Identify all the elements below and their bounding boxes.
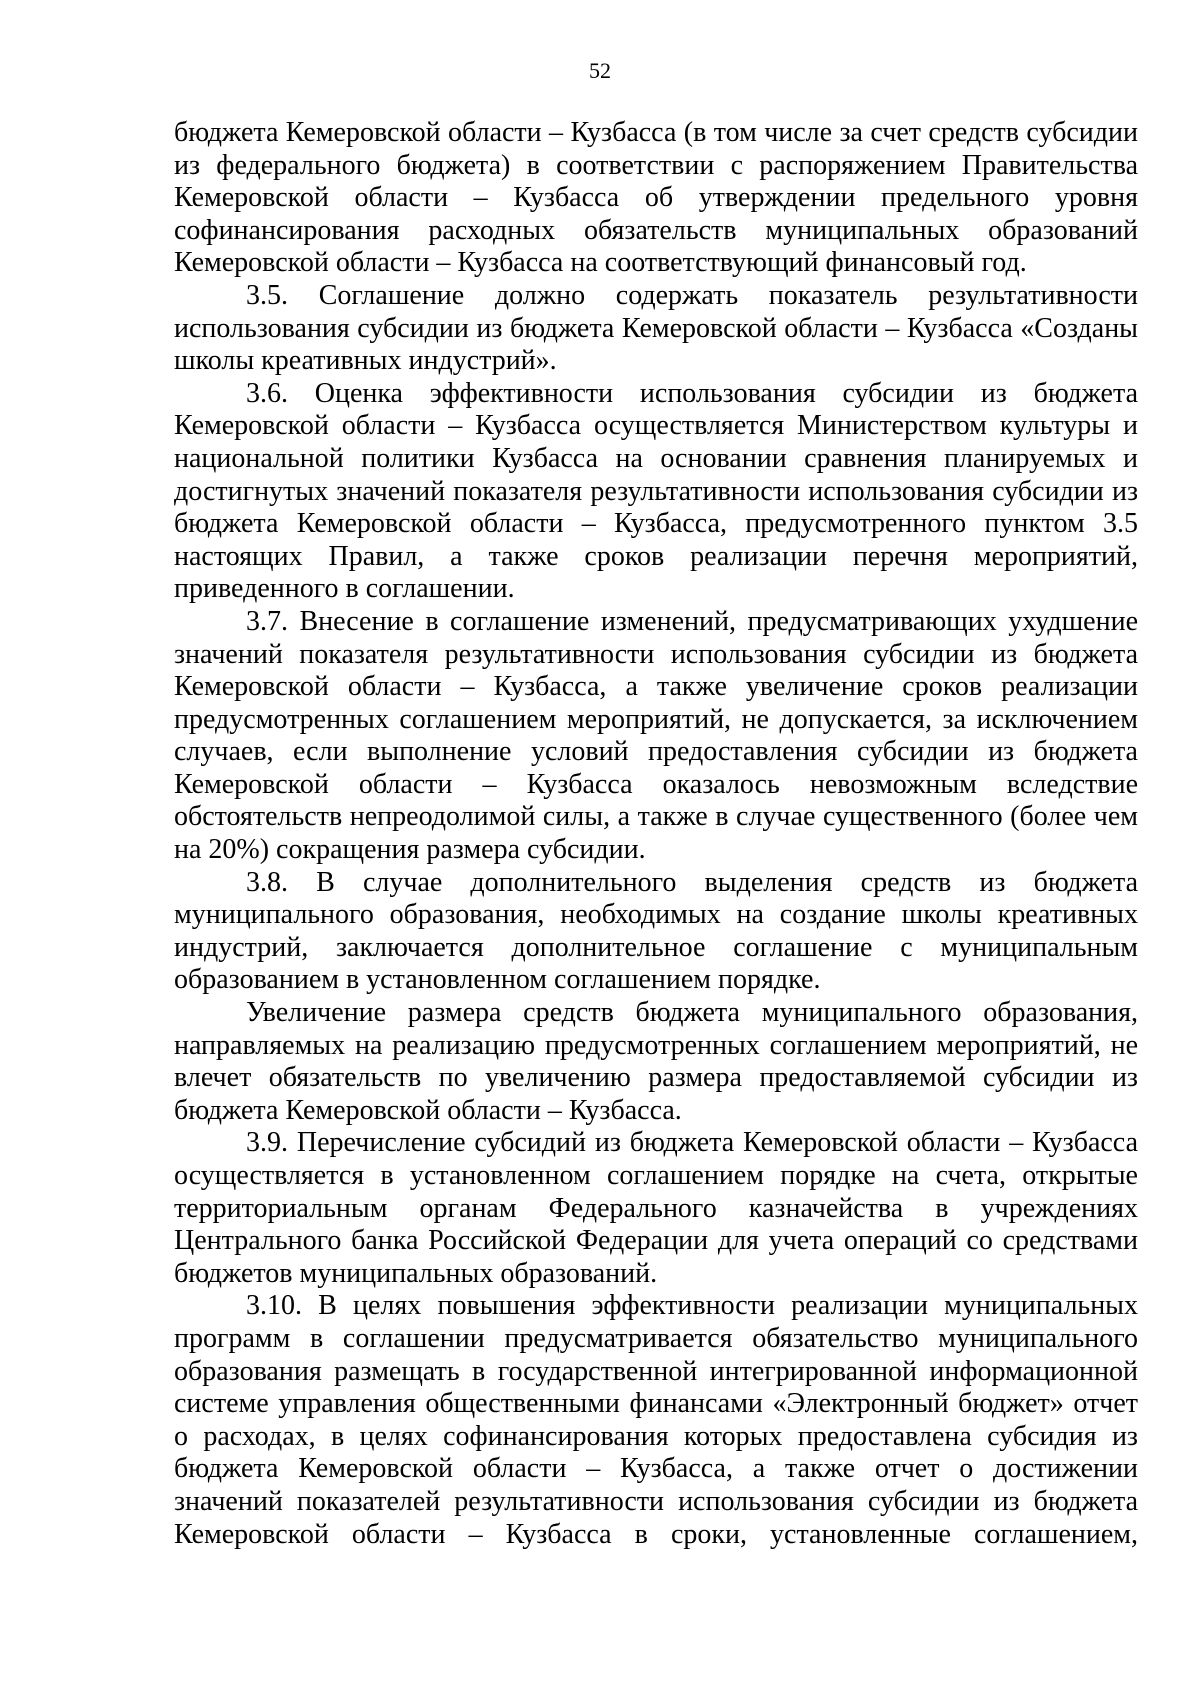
paragraph-3-7: 3.7. Внесение в соглашение изменений, предусматривающих ухудшение значений показателя результативности использования субсидии из бюджета Кемеровской области – Кузбасса, а также увеличение сроков реализации предусмотренных соглашением мероприятий, не допускается, за исключением случаев, если выполнение условий предоставления субсидии из бюджета Кемеровской области – Кузбасса оказалось невозможным вследствие обстоятельств непреодолимой силы, а также в случае существенного (более чем на 20%) сокращения размера субсидии. xyxy=(174,605,1138,866)
paragraph-3-6: 3.6. Оценка эффективности использования субсидии из бюджета Кемеровской области – Кузбасса осуществляется Министерством культуры и национальной политики Кузбасса на основании сравнения планируемых и достигнутых значений показателя результативности использования субсидии из бюджета Кемеровской области – Кузбасса, предусмотренного пунктом 3.5 настоящих Правил, а также сроков реализации перечня мероприятий, приведенного в соглашении. xyxy=(174,377,1138,605)
paragraph-3-8-addendum: Увеличение размера средств бюджета муниципального образования, направляемых на реализацию предусмотренных соглашением мероприятий, не влечет обязательств по увеличению размера предоставляемой субсидии из бюджета Кемеровской области – Кузбасса. xyxy=(174,997,1138,1126)
page-number: 52 xyxy=(589,58,611,83)
document-body xyxy=(174,117,1138,1551)
paragraph-3-10: 3.10. В целях повышения эффективности реализации муниципальных программ в соглашении предусматривается обязательство муниципального образования размещать в государственной интегрированной информационной системе управления общественными финансами «Электронный бюджет» отчет о расходах, в целях софинансирования которых предоставлена субсидия из бюджета Кемеровской области – Кузбасса, а также отчет о достижении значений показателей результативности использования субсидии из бюджета Кемеровской области – Кузбасса в сроки, установленные соглашением, xyxy=(174,1290,1138,1550)
paragraph-continuation: бюджета Кемеровской области – Кузбасса (в том числе за счет средств субсидии из федерального бюджета) в соответствии с распоряжением Правительства Кемеровской области – Кузбасса об утверждении предельного уровня софинансирования расходных обязательств муниципальных образований Кемеровской области – Кузбасса на соответствующий финансовый год. xyxy=(174,117,1138,279)
paragraph-3-8: 3.8. В случае дополнительного выделения средств из бюджета муниципального образования, необходимых на создание школы креативных индустрий, заключается дополнительное соглашение с муниципальным образованием в установленном соглашением порядке. xyxy=(174,866,1138,996)
paragraph-3-5: 3.5. Соглашение должно содержать показатель результативности использования субсидии из бюджета Кемеровской области – Кузбасса «Созданы школы креативных индустрий». xyxy=(174,279,1138,377)
paragraph-3-9: 3.9. Перечисление субсидий из бюджета Кемеровской области – Кузбасса осуществляется в установленном соглашением порядке на счета, открытые территориальным органам Федерального казначейства в учреждениях Центрального банка Российской Федерации для учета операций со средствами бюджетов муниципальных образований. xyxy=(174,1127,1138,1289)
